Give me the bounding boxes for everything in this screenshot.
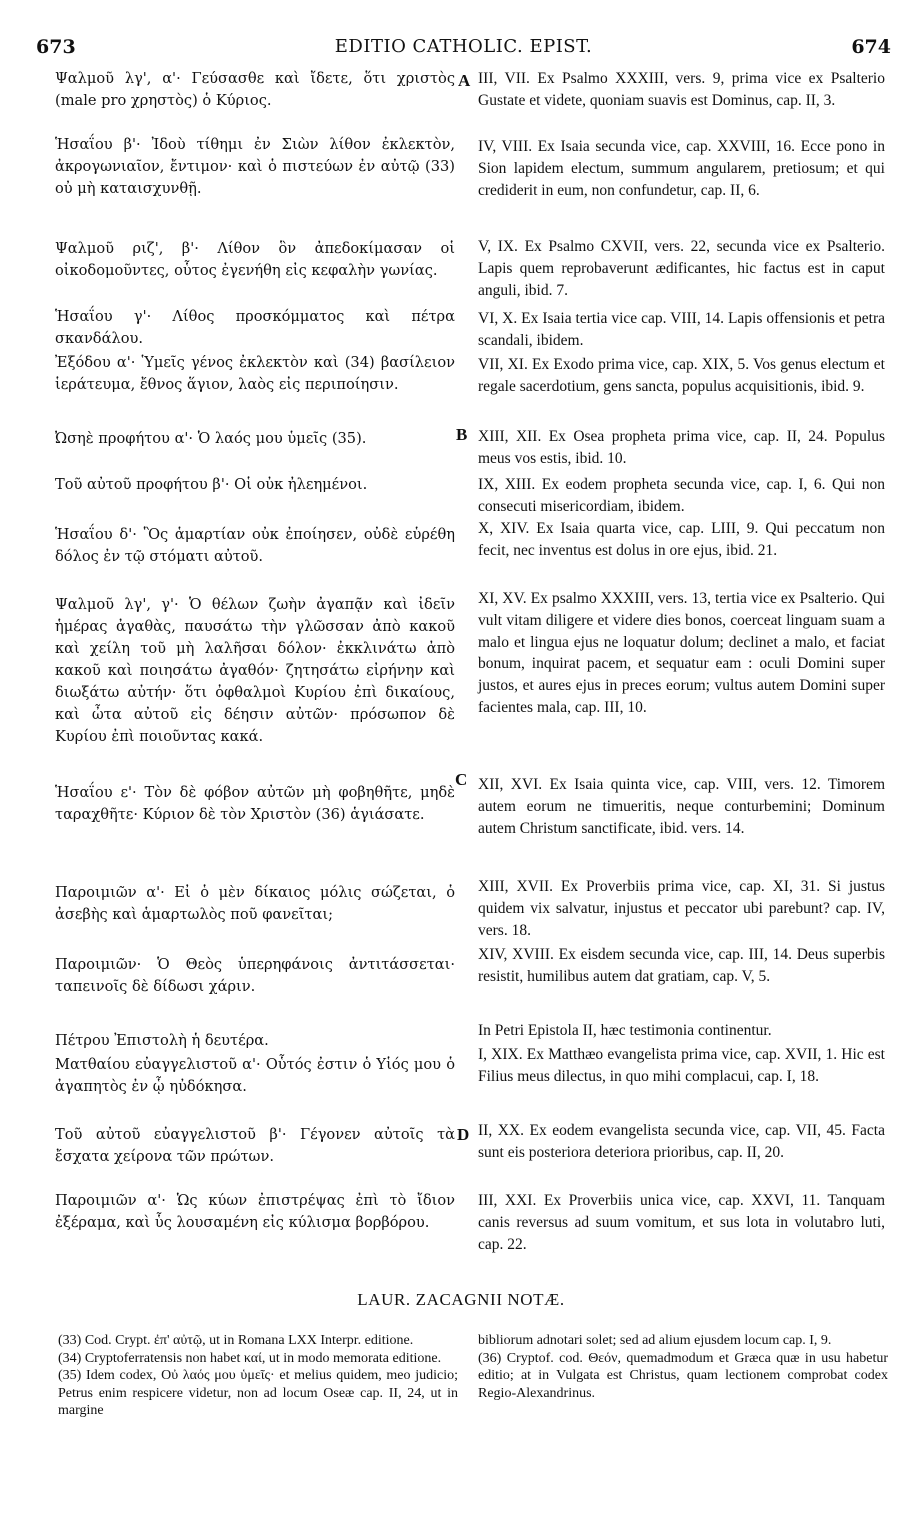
margin-letter-d: D: [457, 1125, 470, 1144]
latin-entry: X, XIV. Ex Isaia quarta vice, cap. LIII, 9. Qui peccatum non fecit, nec inventus est dolus in ore ejus, ibid. 21.: [478, 520, 885, 559]
right-page-number: 674: [851, 36, 891, 58]
greek-entry: Πέτρου Ἐπιστολὴ ἡ δευτέρα.: [55, 1032, 269, 1049]
greek-entry: Ψαλμοῦ λγ', γ'· Ὁ θέλων ζωὴν ἀγαπᾷν καὶ ἰδεῖν ἡμέρας ἀγαθὰς, παυσάτω τὴν γλῶσσαν ἀπὸ κακοῦ καὶ χείλη τοῦ μὴ λαλῆσαι δόλον· ἐκκλινάτω ἀπὸ κακοῦ καὶ ποιησάτω ἀγαθόν· ζητησάτω εἰρήνην καὶ διωξάτω αὐτήν· ὅτι ὀφθαλμοὶ Κυρίου ἐπὶ δικαίους, καὶ ὦτα αὐτοῦ εἰς δέησιν αὐτῶν· πρόσωπον δὲ Κυρίου ἐπὶ ποιοῦντας κακά.: [55, 596, 455, 745]
greek-entry: Ματθαίου εὐαγγελιστοῦ α'· Οὗτός ἐστιν ὁ Υἱός μου ὁ ἀγαπητὸς ἐν ᾧ ηὐδόκησα.: [55, 1056, 455, 1095]
footnote: bibliorum adnotari solet; sed ad alium ejusdem locum cap. I, 9.: [478, 1333, 832, 1348]
footnote: (36) Cryptof. cod. Θεόν, quemadmodum et Græca quæ in usu habetur editio; at in Vulgata est Christus, quam lectionem comprobat codex Regio-Alexandrinus.: [478, 1350, 888, 1401]
page-header: [36, 36, 891, 60]
greek-entry: Ἡσαΐου γ'· Λίθος προσκόμματος καὶ πέτρα σκανδάλου.: [55, 308, 455, 347]
latin-entry: III, VII. Ex Psalmo XXXIII, vers. 9, prima vice ex Psalterio Gustate et videte, quoniam suavis est Dominus, cap. II, 3.: [478, 70, 885, 109]
footnote: (34) Cryptoferratensis non habet καί, ut in modo memorata editione.: [58, 1350, 442, 1366]
latin-entry: XIII, XVII. Ex Proverbiis prima vice, cap. XI, 31. Si justus quidem vix salvatur, injustus et peccator ubi parebunt? cap. IV, vers. 18.: [478, 878, 885, 939]
latin-entry: IV, VIII. Ex Isaia secunda vice, cap. XXVIII, 16. Ecce pono in Sion lapidem electum, summum angularem, pretiosum; et qui crediderit in eum, non confundetur, cap. II, 6.: [478, 138, 885, 199]
greek-entry: Ὠσηὲ προφήτου α'· Ὁ λαός μου ὑμεῖς (35).: [55, 430, 367, 447]
greek-entry: Τοῦ αὐτοῦ εὐαγγελιστοῦ β'· Γέγονεν αὐτοῖς τὰ ἔσχατα χείρονα τῶν πρώτων.: [55, 1126, 455, 1165]
greek-entry: Ψαλμοῦ λγ', α'· Γεύσασθε καὶ ἴδετε, ὅτι χριστὸς (male pro χρηστὸς) ὁ Κύριος.: [55, 70, 455, 109]
footnote: (35) Idem codex, Οὐ λαός μου ὑμεῖς· et melius quidem, meo judicio; Petrus enim respicere videtur, non ad locum Oseæ cap. II, 24, ut in margine: [58, 1368, 458, 1418]
latin-entry: XIII, XII. Ex Osea propheta prima vice, cap. II, 24. Populus meus vos estis, ibid. 10.: [478, 428, 885, 467]
latin-entry: VI, X. Ex Isaia tertia vice cap. VIII, 14. Lapis offensionis et petra scandali, ibidem.: [478, 310, 885, 349]
greek-entry: Παροιμιῶν α'· Εἰ ὁ μὲν δίκαιος μόλις σώζεται, ὁ ἀσεβὴς καὶ ἁμαρτωλὸς ποῦ φανεῖται;: [55, 884, 455, 923]
latin-entry: XII, XVI. Ex Isaia quinta vice, cap. VIII, vers. 12. Timorem autem eorum ne timueritis, neque conturbemini; Dominum autem Christum sanctificate, ibid. vers. 14.: [478, 776, 885, 837]
footnote: (33) Cod. Crypt. ἐπ' αὐτῷ, ut in Romana LXX Interpr. editione.: [58, 1333, 414, 1348]
notes-heading: LAUR. ZACAGNII NOTÆ.: [357, 1290, 565, 1309]
margin-letter-a: A: [458, 71, 471, 90]
greek-entry: Ἡσαΐου δ'· Ὃς ἁμαρτίαν οὐκ ἐποίησεν, οὐδὲ εὑρέθη δόλος ἐν τῷ στόματι αὐτοῦ.: [55, 526, 455, 565]
latin-entry: XI, XV. Ex psalmo XXXIII, vers. 13, tertia vice ex Psalterio. Qui vult vitam diligere et videre dies bonos, coerceat linguam suam a malo et lingua ejus ne loquatur dolum; declinet a malo, et faciat bonum, inquirat pacem, et sequatur eam : oculi Domini super justos, et aures ejus in preces eorum; vultus autem Domini super facientes mala, cap. III, 10.: [478, 590, 885, 716]
latin-entry: II, XX. Ex eodem evangelista secunda vice, cap. VII, 45. Facta sunt eis posteriora deteriora prioribus, cap. II, 20.: [478, 1122, 885, 1161]
greek-entry: Ψαλμοῦ ριζ', β'· Λίθον ὃν ἀπεδοκίμασαν οἱ οἰκοδομοῦντες, οὗτος ἐγενήθη εἰς κεφαλὴν γωνίας.: [55, 240, 455, 279]
margin-letter-b: B: [456, 425, 468, 444]
greek-entry: Τοῦ αὐτοῦ προφήτου β'· Οἱ οὐκ ἠλεημένοι.: [55, 476, 368, 493]
running-title: EDITIO CATHOLIC. EPIST.: [334, 36, 593, 57]
greek-entry: Παροιμιῶν· Ὁ Θεὸς ὑπερηφάνοις ἀντιτάσσεται· ταπεινοῖς δὲ δίδωσι χάριν.: [55, 956, 455, 995]
latin-entry: In Petri Epistola II, hæc testimonia continentur.: [478, 1022, 772, 1039]
latin-entry: VII, XI. Ex Exodo prima vice, cap. XIX, 5. Vos genus electum et regale sacerdotium, gens sancta, populus acquisitionis, ibid. 9.: [478, 356, 885, 395]
latin-entry: I, XIX. Ex Matthæo evangelista prima vice, cap. XVII, 1. Hic est Filius meus dilectus, in quo mihi complacui, cap. I, 18.: [478, 1046, 885, 1085]
latin-entry: III, XXI. Ex Proverbiis unica vice, cap. XXVI, 11. Tanquam canis reversus ad suum vomitum, et sus lota in volutabro luti, cap. 22.: [478, 1192, 885, 1253]
latin-entry: XIV, XVIII. Ex eisdem secunda vice, cap. III, 14. Deus superbis resistit, humilibus autem dat gratiam, cap. V, 5.: [478, 946, 885, 985]
greek-entry: Ἡσαΐου β'· Ἰδοὺ τίθημι ἐν Σιὼν λίθον ἐκλεκτὸν, ἀκρογωνιαῖον, ἔντιμον· καὶ ὁ πιστεύων ἐν αὐτῷ (33) οὐ μὴ καταισχυνθῇ.: [55, 136, 455, 197]
notes-column-left: [58, 1332, 458, 1420]
latin-entry: V, IX. Ex Psalmo CXVII, vers. 22, secunda vice ex Psalterio. Lapis quem reprobaverunt ædificantes, hic factus est in caput anguli, ibid. 7.: [478, 238, 885, 299]
greek-entry: Ἡσαΐου ε'· Τὸν δὲ φόβον αὐτῶν μὴ φοβηθῆτε, μηδὲ ταραχθῆτε· Κύριον δὲ τὸν Χριστὸν (36) ἁγιάσατε.: [55, 784, 455, 823]
notes-column-right: [478, 1332, 888, 1402]
left-page-number: 673: [36, 36, 76, 58]
greek-entry: Ἐξόδου α'· Ὑμεῖς γένος ἐκλεκτὸν καὶ (34) βασίλειον ἱεράτευμα, ἔθνος ἅγιον, λαὸς εἰς περιποίησιν.: [55, 354, 455, 393]
latin-entry: IX, XIII. Ex eodem propheta secunda vice, cap. I, 6. Qui non consecuti misericordiam, ibidem.: [478, 476, 885, 515]
greek-entry: Παροιμιῶν α'· Ὡς κύων ἐπιστρέψας ἐπὶ τὸ ἴδιον ἐξέραμα, καὶ ὗς λουσαμένη εἰς κύλισμα βορβόρου.: [55, 1192, 455, 1231]
margin-letter-c: C: [455, 770, 468, 789]
